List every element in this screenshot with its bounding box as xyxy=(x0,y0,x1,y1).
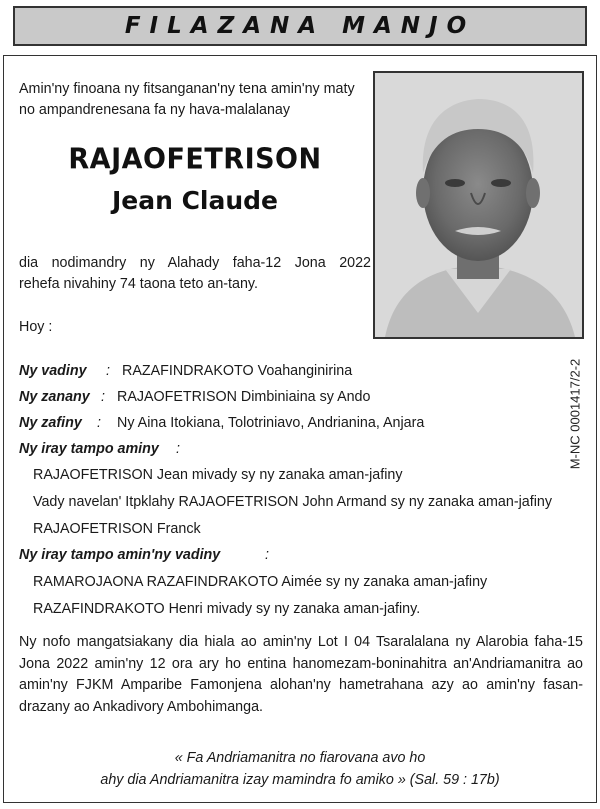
reference-code xyxy=(555,358,595,470)
ceremony-details: Ny nofo mangatsiakany dia hiala ao amin'ny Lot I 04 Tsaralalana ny Alarobia faha-15 Jona 2022 amin'ny 12 ora ary ho entina hanomezam-boninahitra an'Andriamanitra ao amin'ny FJKM Amparibe Famonjena alohan'ny hametrahana azy ao amin'ny fasan-drazany ao Ankadivory Ambohimanga. xyxy=(19,634,583,715)
family-colon: : xyxy=(106,363,110,379)
portrait-image xyxy=(375,73,582,337)
hoy-label: Hoy : xyxy=(19,319,53,335)
family-value-grandchildren: Ny Aina Itokiana, Tolotriniavo, Andrianina, Anjara xyxy=(117,415,425,431)
family-row-siblings xyxy=(19,441,180,457)
deceased-given-name: Jean Claude xyxy=(111,186,279,215)
notice-title: FILAZANA MANJO xyxy=(124,13,476,39)
bible-verse-line1: « Fa Andriamanitra no fiarovana avo ho xyxy=(174,750,426,766)
family-colon: : xyxy=(176,441,180,457)
intro-text: Amin'ny finoana ny fitsanganan'ny tena amin'ny maty no ampandrenesana fa ny hava-malalanay xyxy=(19,81,355,118)
sibling-item: Vady navelan' Itpklahy RAJAOFETRISON John Armand sy ny zanaka aman-jafiny xyxy=(33,494,552,510)
family-row-spouse-siblings xyxy=(19,547,269,563)
family-row-spouse xyxy=(19,363,352,379)
family-label-children: Ny zanany xyxy=(19,389,90,405)
sibling-item: RAJAOFETRISON Franck xyxy=(33,521,201,537)
family-label-siblings: Ny iray tampo aminy xyxy=(19,441,159,457)
family-colon: : xyxy=(265,547,269,563)
family-label-spouse-siblings: Ny iray tampo amin'ny vadiny xyxy=(19,547,221,563)
family-colon: : xyxy=(97,415,101,431)
spouse-sibling-item: RAZAFINDRAKOTO Henri mivady sy ny zanaka aman-jafiny. xyxy=(33,601,421,617)
deceased-surname: RAJAOFETRISON xyxy=(68,143,322,176)
family-value-spouse: RAZAFINDRAKOTO Voahanginirina xyxy=(122,363,353,379)
death-age-line: rehefa nivahiny 74 taona teto an-tany. xyxy=(19,276,258,292)
bible-verse-line2 xyxy=(0,772,600,788)
bible-verse-citation: (Sal. 59 : 17b) xyxy=(409,772,500,788)
family-row-children xyxy=(19,389,370,405)
family-value-children: RAJAOFETRISON Dimbiniaina sy Ando xyxy=(117,389,371,405)
family-label-spouse: Ny vadiny xyxy=(19,363,87,379)
notice-header xyxy=(13,6,587,46)
deceased-portrait xyxy=(373,71,584,339)
spouse-sibling-item: RAMAROJAONA RAZAFINDRAKOTO Aimée sy ny zanaka aman-jafiny xyxy=(33,574,488,590)
family-row-grandchildren xyxy=(19,415,424,431)
family-colon: : xyxy=(101,389,105,405)
death-announcement xyxy=(19,253,371,295)
family-label-grandchildren: Ny zafiny xyxy=(19,415,82,431)
reference-code-text: M-NC 0001417/2-2 xyxy=(567,358,583,470)
death-date-line: dia nodimandry ny Alahady faha-12 Jona 2022 xyxy=(19,255,371,271)
bible-verse-text: ahy dia Andriamanitra izay mamindra fo amiko » xyxy=(100,772,406,788)
sibling-item: RAJAOFETRISON Jean mivady sy ny zanaka aman-jafiny xyxy=(33,467,403,483)
